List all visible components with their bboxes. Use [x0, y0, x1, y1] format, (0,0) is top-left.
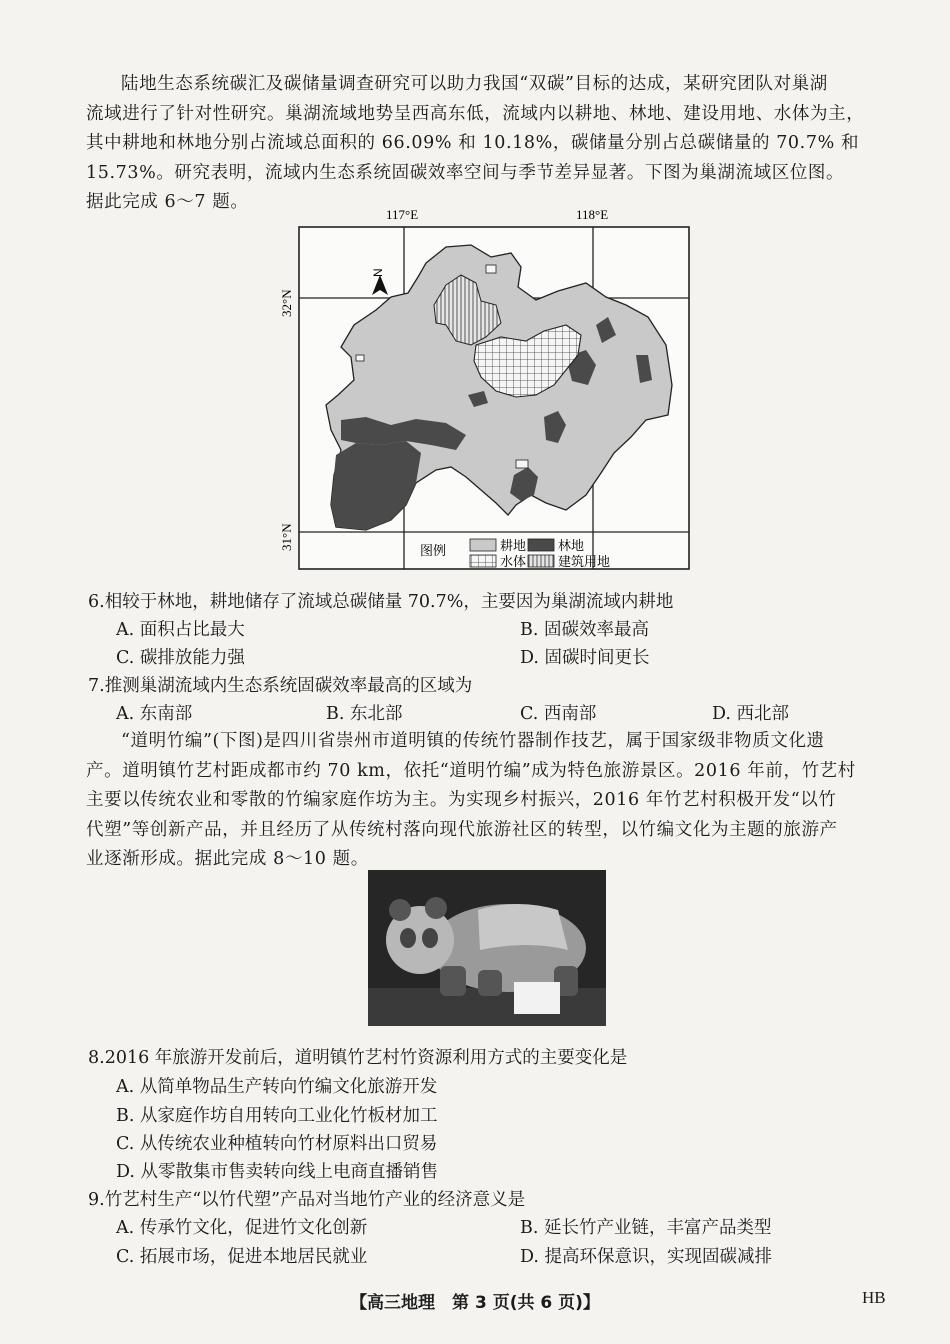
small-water-2	[516, 460, 528, 468]
passage-2-line: 代塑”等创新产品，并且经历了从传统村落向现代旅游社区的转型，以竹编文化为主题的旅游产	[86, 819, 838, 840]
passage-2-line: 产。道明镇竹艺村距成都市约 70 km，依托“道明竹编”成为特色旅游景区。2016 年前，竹艺村	[86, 760, 856, 781]
lon-label-117: 117°E	[386, 207, 419, 222]
passage-2	[86, 727, 886, 875]
panda-ear-right	[425, 897, 447, 919]
panda-eye-right	[422, 928, 438, 948]
bamboo-panda-photo	[368, 870, 606, 1026]
legend-urban-label: 建筑用地	[558, 555, 611, 570]
legend-forest-swatch	[528, 539, 554, 551]
display-placard	[514, 982, 560, 1014]
passage-2-line: 业逐渐形成。据此完成 8～10 题。	[86, 849, 369, 869]
panda-back-band	[478, 904, 568, 950]
north-label: N	[371, 268, 385, 277]
q9-option-c[interactable]: C. 拓展市场，促进本地居民就业	[116, 1247, 368, 1267]
q7-option-c[interactable]: C. 西南部	[520, 704, 597, 724]
question-9-stem: 9.竹艺村生产“以竹代塑”产品对当地竹产业的经济意义是	[88, 1190, 526, 1210]
passage-1-line: 据此完成 6～7 题。	[86, 192, 249, 212]
passage-1	[86, 70, 886, 218]
q8-option-c[interactable]: C. 从传统农业种植转向竹材原料出口贸易	[116, 1134, 438, 1154]
passage-1-line: 其中耕地和林地分别占流域总面积的 66.09% 和 10.18%，碳储量分别占总碳储量的 70.7% 和	[86, 133, 860, 153]
q6-option-b[interactable]: B. 固碳效率最高	[520, 620, 649, 640]
panda-leg-front	[440, 966, 466, 996]
q8-option-a[interactable]: A. 从简单物品生产转向竹编文化旅游开发	[116, 1077, 438, 1097]
legend-farmland-swatch	[470, 539, 496, 551]
q9-option-b[interactable]: B. 延长竹产业链，丰富产品类型	[520, 1218, 772, 1238]
q6-option-c[interactable]: C. 碳排放能力强	[116, 648, 245, 668]
q9-option-a[interactable]: A. 传承竹文化，促进竹文化创新	[116, 1218, 368, 1238]
small-water-3	[356, 355, 364, 361]
page-footer-code: HB	[862, 1288, 886, 1307]
lon-label-118: 118°E	[576, 207, 609, 222]
passage-2-line: 主要以传统农业和零散的竹编家庭作坊为主。为实现乡村振兴，2016 年竹艺村积极开发“以竹	[86, 790, 837, 810]
q6-option-d[interactable]: D. 固碳时间更长	[520, 648, 650, 668]
question-6-stem: 6.相较于林地，耕地储存了流域总碳储量 70.7%，主要因为巢湖流域内耕地	[88, 592, 674, 612]
legend-water-label: 水体	[500, 555, 527, 570]
passage-1-line: 流域进行了针对性研究。巢湖流域地势呈西高东低，流域内以耕地、林地、建设用地、水体为主，	[86, 103, 865, 124]
q7-option-d[interactable]: D. 西北部	[712, 704, 790, 724]
panda-leg-mid	[478, 970, 502, 996]
q8-option-b[interactable]: B. 从家庭作坊自用转向工业化竹板材加工	[116, 1106, 438, 1126]
question-7-stem: 7.推测巢湖流域内生态系统固碳效率最高的区域为	[88, 676, 473, 696]
q7-option-a[interactable]: A. 东南部	[116, 704, 193, 724]
panda-eye-left	[400, 928, 416, 948]
passage-2-line: “道明竹编”(下图)是四川省崇州市道明镇的传统竹器制作技艺，属于国家级非物质文化遗	[121, 731, 825, 751]
q9-option-d[interactable]: D. 提高环保意识，实现固碳减排	[520, 1247, 773, 1267]
lat-label-32: 32°N	[279, 289, 294, 317]
lat-label-31: 31°N	[279, 523, 294, 551]
question-8-stem: 8.2016 年旅游开发前后，道明镇竹艺村竹资源利用方式的主要变化是	[88, 1048, 628, 1068]
passage-1-line: 陆地生态系统碳汇及碳储量调查研究可以助力我国“双碳”目标的达成，某研究团队对巢湖	[121, 74, 828, 94]
legend-title: 图例	[420, 544, 447, 559]
chaohu-basin-map	[279, 205, 696, 577]
q8-option-d[interactable]: D. 从零散集市售卖转向线上电商直播销售	[116, 1162, 439, 1182]
panda-ear-left	[389, 899, 411, 921]
page-footer-title: 【高三地理 第 3 页(共 6 页)】	[350, 1293, 600, 1313]
legend-farmland-label: 耕地	[500, 539, 527, 554]
small-water-1	[486, 265, 496, 273]
legend-water-swatch	[470, 555, 496, 567]
passage-1-line: 15.73%。研究表明，流域内生态系统固碳效率空间与季节差异显著。下图为巢湖流域区位图。	[86, 162, 845, 183]
q7-option-b[interactable]: B. 东北部	[326, 704, 403, 724]
legend-forest-label: 林地	[558, 539, 585, 554]
q6-option-a[interactable]: A. 面积占比最大	[116, 620, 245, 640]
legend-urban-swatch	[528, 555, 554, 567]
